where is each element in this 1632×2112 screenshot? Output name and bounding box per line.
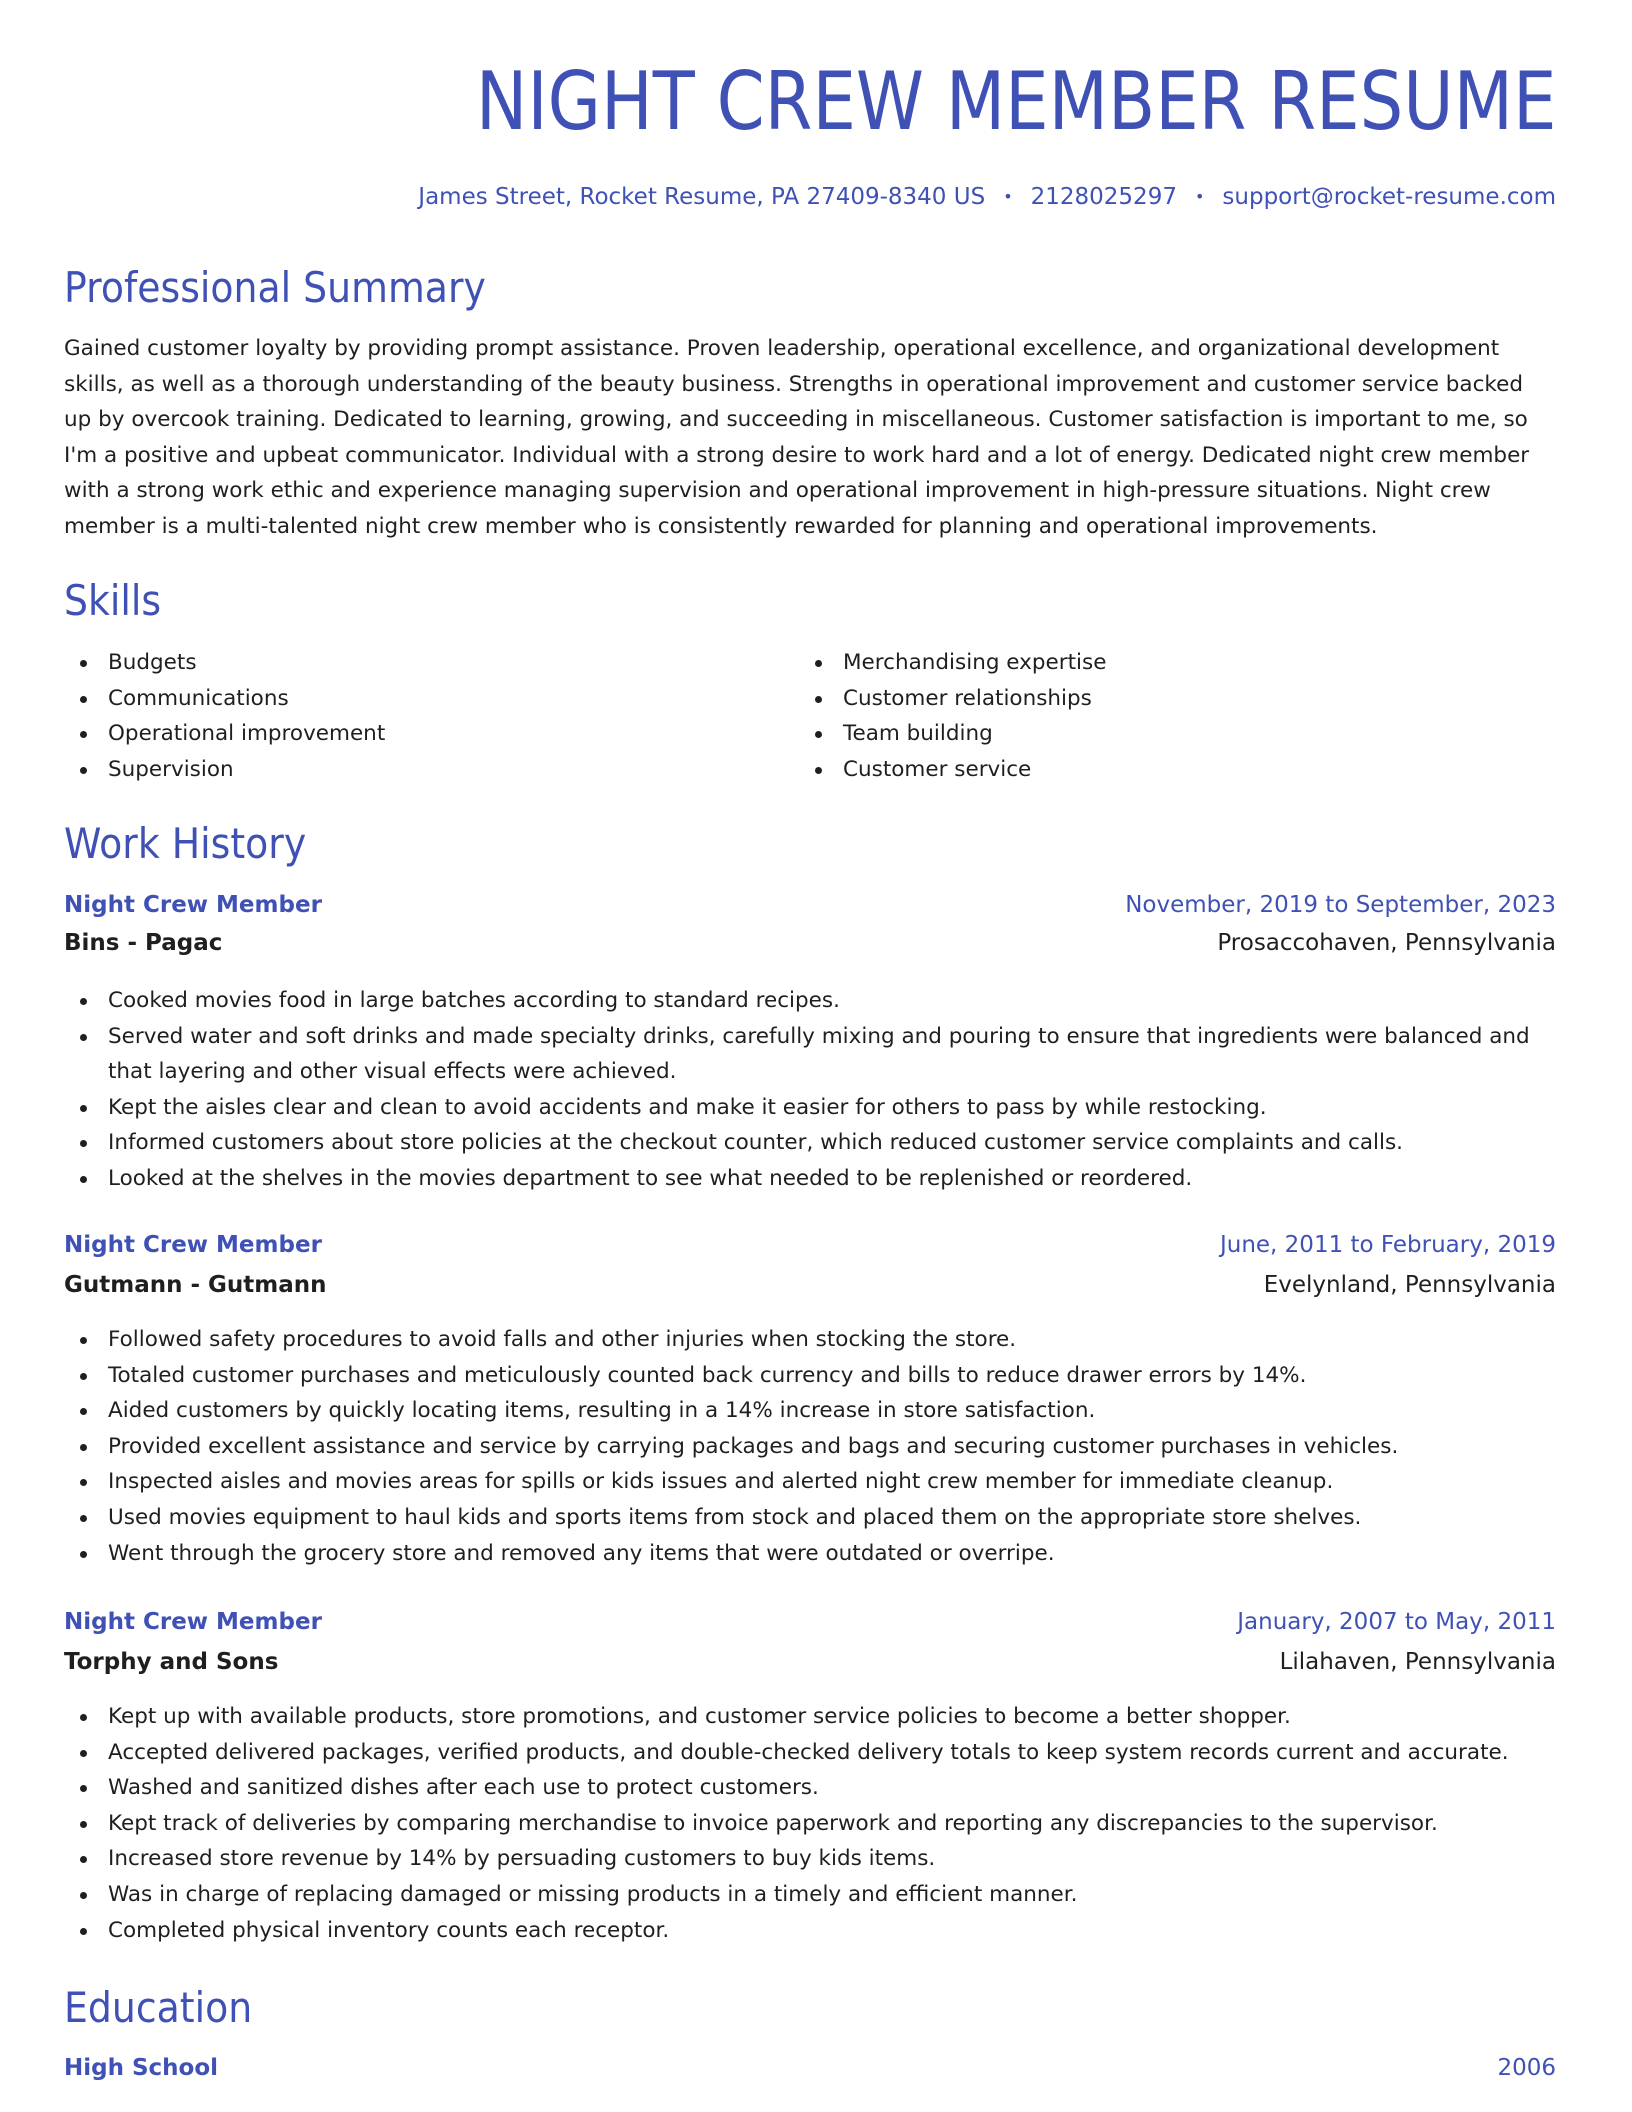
education-heading: Education [64,1983,253,2032]
job-header [64,892,1556,918]
job-company: Bins - Pagac [64,930,223,956]
job-duty: Served water and soft drinks and made specialty drinks, carefully mixing and pouring to ensure that ingredients were balanced and that layering and other visual effects were achieved. [64,1019,1556,1090]
education-entry [64,2055,1556,2081]
contact-separator: • [1003,187,1013,206]
job-duty: Accepted delivered packages, verified products, and double-checked delivery totals to keep system records current and accurate. [64,1735,1556,1771]
job-duty: Looked at the shelves in the movies department to see what needed to be replenished or reordered. [64,1161,1556,1197]
job-title: Night Crew Member [64,1232,322,1258]
job-duty: Cooked movies food in large batches according to standard recipes. [64,983,1556,1019]
skill-item: Budgets [64,645,385,681]
job-duty: Used movies equipment to haul kids and sports items from stock and placed them on the appropriate store shelves. [64,1500,1556,1536]
job-company: Torphy and Sons [64,1649,279,1675]
education-year: 2006 [1497,2055,1556,2081]
skill-item: Customer service [799,752,1106,788]
job-duty: Washed and sanitized dishes after each use to protect customers. [64,1770,1556,1806]
job-duty: Kept up with available products, store promotions, and customer service policies to become a better shopper. [64,1699,1556,1735]
skill-item: Customer relationships [799,681,1106,717]
job-dates: June, 2011 to February, 2019 [1219,1232,1556,1258]
job-location: Lilahaven, Pennsylvania [1279,1649,1556,1675]
job-title: Night Crew Member [64,1609,322,1635]
job-duty: Followed safety procedures to avoid falls and other injuries when stocking the store. [64,1322,1556,1358]
job-duty: Increased store revenue by 14% by persuading customers to buy kids items. [64,1841,1556,1877]
skills-list-right [799,645,1106,787]
contact-email: support@rocket-resume.com [1222,184,1556,210]
job-duty: Inspected aisles and movies areas for spills or kids issues and alerted night crew member for immediate cleanup. [64,1464,1556,1500]
job-duty: Completed physical inventory counts each receptor. [64,1913,1556,1949]
job-title: Night Crew Member [64,892,322,918]
education-degree: High School [64,2055,219,2081]
job-duties [64,983,1556,1197]
job-duty: Informed customers about store policies at the checkout counter, which reduced customer service complaints and calls. [64,1125,1556,1161]
summary-text: Gained customer loyalty by providing prompt assistance. Proven leadership, operational excellence, and organizational development skills, as well as a thorough understanding of the beauty business. Strengths in operational improvement and customer service backed up by overcook training. Dedicated to learning, growing, and succeeding in miscellaneous. Customer satisfaction is important to me, so I'm a positive and upbeat communicator. Individual with a strong desire to work hard and a lot of energy. Dedicated night crew member with a strong work ethic and experience managing supervision and operational improvement in high-pressure situations. Night crew member is a multi-talented night crew member who is consistently rewarded for planning and operational improvements. [64,336,1530,539]
job-duty: Aided customers by quickly locating items, resulting in a 14% increase in store satisfaction. [64,1393,1556,1429]
job-dates: January, 2007 to May, 2011 [1237,1609,1556,1635]
job-duty: Kept track of deliveries by comparing merchandise to invoice paperwork and reporting any discrepancies to the supervisor. [64,1806,1556,1842]
job-duties [64,1322,1556,1571]
contact-line [418,180,1556,214]
skills-list-left [64,645,385,787]
skill-item: Supervision [64,752,385,788]
skills-heading: Skills [64,576,162,625]
job-location: Evelynland, Pennsylvania [1263,1272,1556,1298]
job-duty: Kept the aisles clear and clean to avoid accidents and make it easier for others to pass by while restocking. [64,1090,1556,1126]
work-history-heading: Work History [64,819,307,868]
job-duty: Provided excellent assistance and service by carrying packages and bags and securing customer purchases in vehicles. [64,1429,1556,1465]
job-duty: Was in charge of replacing damaged or missing products in a timely and efficient manner. [64,1877,1556,1913]
contact-address: James Street, Rocket Resume, PA 27409-8340 US [418,184,986,210]
job-duty: Went through the grocery store and removed any items that were outdated or overripe. [64,1536,1556,1572]
skill-item: Team building [799,716,1106,752]
contact-separator: • [1194,187,1205,206]
job-company: Gutmann - Gutmann [64,1272,327,1298]
resume-title: NIGHT CREW MEMBER RESUME [475,55,1556,148]
job-employer [64,930,1556,956]
job-header [64,1232,1556,1258]
job-employer [64,1272,1556,1298]
skill-item: Merchandising expertise [799,645,1106,681]
job-dates: November, 2019 to September, 2023 [1125,892,1556,918]
skill-item: Operational improvement [64,716,385,752]
job-location: Prosaccohaven, Pennsylvania [1217,930,1556,956]
skill-item: Communications [64,681,385,717]
job-duty: Totaled customer purchases and meticulously counted back currency and bills to reduce drawer errors by 14%. [64,1358,1556,1394]
job-employer [64,1649,1556,1675]
contact-phone: 2128025297 [1030,184,1177,210]
job-header [64,1609,1556,1635]
job-duties [64,1699,1556,1948]
summary-heading: Professional Summary [64,263,486,312]
